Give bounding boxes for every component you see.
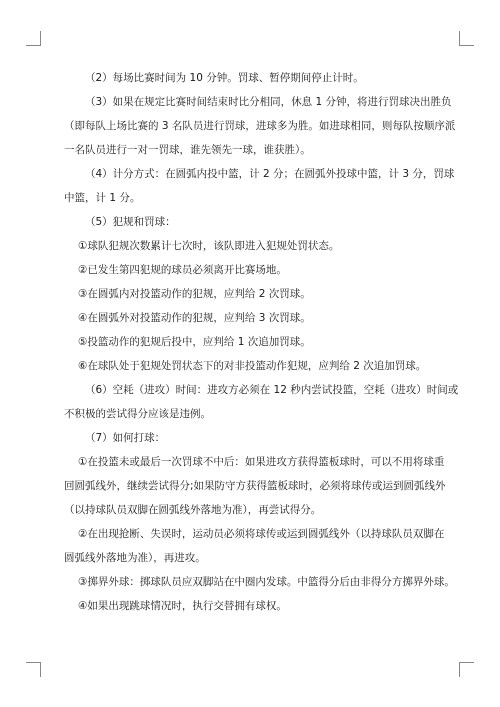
document-body (64, 66, 459, 618)
list-item-foul: ⑥在球队处于犯规处罚状态下的对非投篮动作犯规，应判给 2 次追加罚球。 (78, 360, 427, 372)
list-item-play-cont: 回圆弧线外，继续尝试得分;如果防守方获得篮板球时，必须将球传或运到圆弧线外 (64, 480, 446, 492)
list-item-foul: ④在圆弧外对投篮动作的犯规，应判给 3 次罚球。 (78, 312, 311, 324)
list-item-play: ①在投篮未或最后一次罚球不中后：如果进攻方获得篮板球时，可以不用将球重 (78, 456, 445, 468)
list-item-foul: ③在圆弧内对投篮动作的犯规，应判给 2 次罚球。 (78, 288, 311, 300)
crop-mark-top-left (26, 31, 41, 46)
paragraph-tie-rule-cont: 一名队员进行一对一罚球，谁先领先一球，谁获胜）。 (64, 144, 311, 156)
list-item-play-cont: 圆弧线外落地为准），再进攻。 (64, 552, 206, 564)
list-item-foul: ②已发生第四犯规的球员必须离开比赛场地。 (78, 264, 287, 276)
list-item-foul: ⑤投篮动作的犯规后投中，应判给 1 次追加罚球。 (78, 336, 311, 348)
heading-fouls: （5）犯规和罚球： (85, 216, 176, 228)
crop-mark-bottom-left (26, 662, 41, 677)
list-item-play: ④如果出现跳球情况时，执行交替拥有球权。 (78, 600, 287, 612)
paragraph-shot-clock-cont: 不积极的尝试得分应该是违例。 (64, 408, 211, 420)
paragraph-tie-rule: （3）如果在规定比赛时间结束时比分相同，休息 1 分钟，将进行罚球决出胜负 (85, 96, 452, 108)
list-item-foul: ①球队犯规次数累计七次时，该队即进入犯规处罚状态。 (78, 240, 340, 252)
list-item-play: ②在出现抢断、失误时，运动员必须将球传或运到圆弧线外（以持球队员双脚在 (78, 528, 445, 540)
paragraph-shot-clock: （6）空耗（进攻）时间：进攻方必须在 12 秒内尝试投篮，空耗（进攻）时间或 (85, 384, 459, 396)
paragraph-match-time: （2）每场比赛时间为 10 分钟。罚球、暂停期间停止计时。 (85, 72, 364, 84)
paragraph-scoring: （4）计分方式：在圆弧内投中篮，计 2 分；在圆弧外投球中篮，计 3 分，罚球 (85, 168, 455, 180)
crop-mark-bottom-right (459, 662, 474, 677)
list-item-play-cont: （以持球队员双脚在圆弧线外落地为准），再尝试得分。 (64, 504, 322, 516)
list-item-play: ③掷界外球：掷球队员应双脚站在中圈内发球。中篮得分后由非得分方掷界外球。 (78, 576, 455, 588)
crop-mark-top-right (459, 31, 474, 46)
paragraph-scoring-cont: 中篮，计 1 分。 (64, 192, 141, 204)
paragraph-tie-rule-cont: （即每队上场比赛的 3 名队员进行罚球，进球多为胜。如进球相同，则每队按顺序派 (64, 120, 456, 132)
heading-how-to-play: （7）如何打球： (85, 432, 166, 444)
